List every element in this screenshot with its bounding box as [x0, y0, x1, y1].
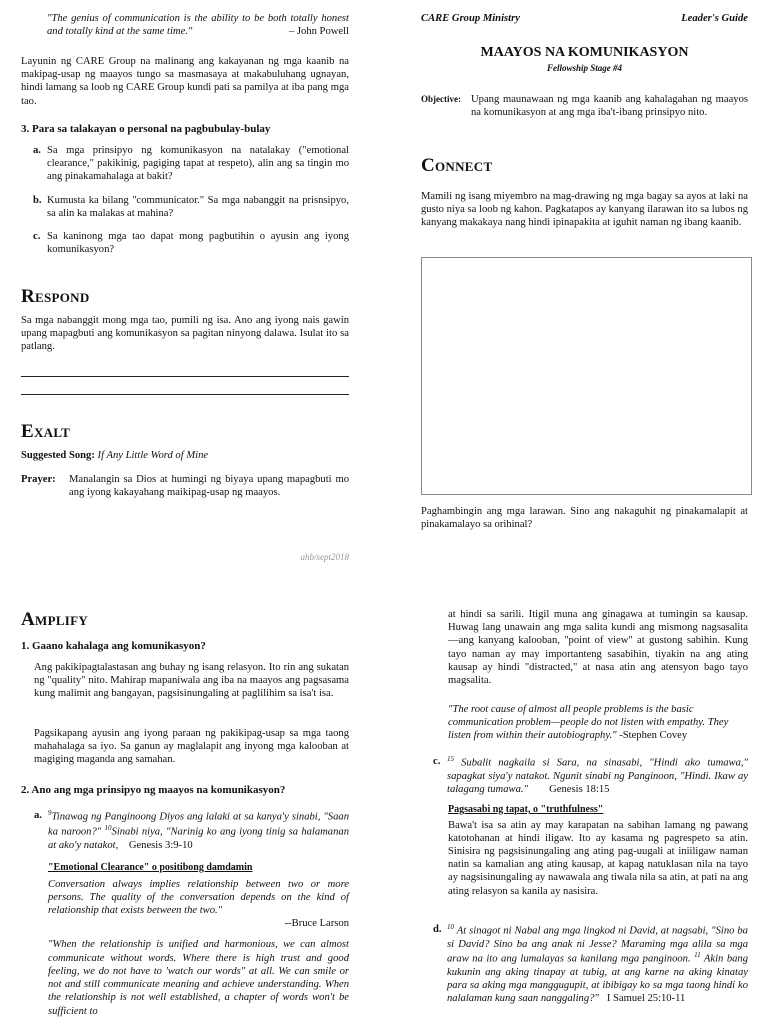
scripture-ref: Genesis 18:15: [549, 784, 610, 795]
question-1: 1. Gaano kahalaga ang komunikasyon?: [21, 640, 206, 652]
ec-quote: Conversation always implies relationship between two or more persons. The quality of the conversation depends on the kind of relationship that exists between the two.": [48, 878, 349, 916]
opening-quote: "The genius of communication is the ability to be both totally honest and totally kind at the same time." – John Powell: [47, 13, 349, 38]
respond-text: Sa mga nabanggit mong mga tao, pumili ng isa. Ano ang iyong nais gawin upang mapagbuti ang komunikasyon sa pagitan ninyong dalawa. Isulat ito sa patlang.: [21, 315, 349, 353]
exalt-heading: Exalt: [21, 421, 71, 442]
principle-d: d. $^{10}$ At sinagot ni Nabal ang mga lingkod ni David, at nagsabi, "Sino ba si David? Sino ba ang anak ni Jesse? Maraming mga alila sa mga araw na ito ang lumalayas sa kanilang mga panginoon. $^{11}$ Akin bang kukunin ang aking tinapay at tubig, at ang karne na aking kinatay para sa aking mga manggugupit, at ibibigay ko sa mga taong hindi ko nalalaman kung saan nanggaling?" I Samuel 25:10-11: [433, 923, 749, 1005]
ec-author: --Bruce Larson: [284, 918, 349, 930]
truth-title: Pagsasabi ng tapat, o "truthfulness": [448, 804, 604, 815]
list-item: b. Kumusta ka bilang "communicator." Sa mga nabanggit na prisnsipyo, sa alin ka malakas at mahina?: [33, 194, 349, 219]
scripture-ref: I Samuel 25:10-11: [606, 993, 686, 1005]
page-title: MAAYOS NA KOMUNIKASYON: [480, 45, 689, 60]
compare-text: Paghambingin ang mga larawan. Sino ang nakaguhit ng pinakamalapit at pinakamalayo sa orihinal?: [421, 506, 748, 531]
connect-heading: Connect: [421, 155, 493, 176]
connect-text: Mamili ng isang miyembro na mag-drawing ng mga bagay sa ayos at laki na gusto niya sa loob ng kahon. Pagkatapos ay kanyang ilarawan ito sa lubos ng kanyang makakaya nang hindi ipinapakita at iguhit naman ng ibang kaanib.: [421, 191, 748, 229]
scripture-c: $^{15}$ Subalit nagkaila si Sara, na sinasabi, "Hindi ako tumawa," sapagkat siya'y natakot. Ngunit sinabi ng Panginoon, "Hindi. Ikaw ay talagang tumawa." Genesis 18:15: [447, 755, 748, 795]
quote-author: – John Powell: [288, 26, 349, 38]
objective: Objective: Upang maunawaan ng mga kaanib ang kahalagahan ng maayos na komunikasyon at ang mga iba't-ibang prinsipyo nito.: [421, 94, 748, 119]
covey-quote-block: [448, 703, 748, 743]
principle-a: a. $^9$Tinawag ng Panginoong Diyos ang lalaki at sa kanya'y sinabi, "Saan ka naroon?" $^{10}$Sinabi niya, "Narinig ko ang iyong tinig sa halamanan at ako'y natakot, Genesis 3:9-10: [34, 809, 349, 851]
question-2: 2. Ano ang mga prinsipyo ng maayos na komunikasyon?: [21, 784, 286, 796]
suggested-song: Suggested Song: If Any Little Word of Mine: [21, 450, 209, 461]
paragraph-1: Ang pakikipagtalastasan ang buhay ng isang relasyon. Ito rin ang sukatan ng "quality" nito. Mahirap mapaniwala ang iba na maayos ang pagsasama kung malimit ang bangayan, pagsisinungaling at paglilihim sa isa't isa.: [34, 662, 349, 700]
truth-text: Bawa't isa sa atin ay may karapatan na sabihan lamang ng pawang katotohanan at hindi iligaw. Ito ay kasama ng pagrespeto sa atin. Sinisira ng pagsisinungaling ang ating pag-uugali at iniiligaw naman natin sa kamalian ang ating kausap, at kapag natuklasan nila na tayo ay nagsisinungaling ay nawawala ang tiwala nila sa atin, at pati na ang ating relasyon sa kanila ay nasisira.: [448, 819, 748, 897]
ministry-label: CARE Group Ministry: [421, 13, 520, 24]
truthfulness: [448, 804, 748, 898]
emotional-clearance: [48, 862, 349, 1018]
amplify-heading: Amplify: [21, 609, 89, 630]
ec-title: "Emotional Clearance" o positibong damdamin: [48, 862, 253, 873]
list-item: c. Sa kaninong mga tao dapat mong pagbutihin o ayusin ang iyong komunikasyon?: [33, 231, 349, 256]
scripture-ref: Genesis 3:9-10: [128, 839, 193, 851]
continued-text: at hindi sa sarili. Itigil muna ang ginagawa at tumingin sa kausap. Huwag lang unawain ang mga salita kundi ang mismong nagsasalita—ang kanyang kalooban, "point of view" at gustong sabihin. Kung tayo naman ay may importanteng sasabihin, tiyakin na ang ating kausap ay hindi "distracted," at nasa atin ang atensyon bago tayo magsalita.: [448, 609, 748, 687]
answer-line-2[interactable]: [21, 394, 349, 395]
intro-paragraph: Layunin ng CARE Group na malinang ang kakayanan ng mga kaanib na makipag-usap ng maayos tungo sa masmasaya at makabuluhang ugnayan, hindi lamang sa loob ng CARE Group kundi pati sa pamilya at iba pang mga tao.: [21, 56, 349, 107]
stage-label: Fellowship Stage #4: [546, 63, 622, 73]
ec-quote-2: "When the relationship is unified and harmonious, we can almost communicate without words. Where there is high trust and good feeling, we do not have to 'watch our words" at all. We can smile or not and still communicate meaning and achieve understanding. When the relationship is not well established, a chapter of words won't be sufficient to: [48, 939, 349, 1017]
scripture-a: $^9$Tinawag ng Panginoong Diyos ang lalaki at sa kanya'y sinabi, "Saan ka naroon?" $^{10}$Sinabi niya, "Narinig ko ang iyong tinig sa halamanan at ako'y natakot, Genesis 3:9-10: [48, 809, 349, 851]
respond-heading: Respond: [21, 286, 90, 307]
covey-quote: "The root cause of almost all people problems is the basic communication problem—people do not listen with empathy. They listen from within their autobiography.": [448, 704, 729, 742]
paragraph-2: Pagsikapang ayusin ang iyong paraan ng pakikipag-usap sa mga taong mahahalaga sa iyo. Sa ganun ay maglalapit ang inyong mga kalooban at magiging maganda ang samahan.: [34, 728, 349, 766]
guide-label: Leader's Guide: [681, 13, 748, 24]
scripture-d: $^{10}$ At sinagot ni Nabal ang mga lingkod ni David, at nagsabi, "Sino ba si David? Sino ba ang anak ni Jesse? Maraming mga alila sa mga araw na ito ang lumalayas sa kanilang mga panginoon. $^{11}$ Akin bang kukunin ang aking tinapay at tubig, at ang karne na aking kinatay para sa aking mga manggugupit, at ibibigay ko sa mga taong hindi ko nalalaman kung saan nanggaling?" I Samuel 25:10-11: [447, 923, 749, 1005]
prayer: Prayer: Manalangin sa Dios at humingi ng biyaya upang mapagbuti mo ang iyong kakayahang maikipag-usap ng maayos.: [21, 474, 349, 499]
principle-c: c. $^{15}$ Subalit nagkaila si Sara, na sinasabi, "Hindi ako tumawa," sapagkat siya'y natakot. Ngunit sinabi ng Panginoon, "Hindi. Ikaw ay talagang tumawa." Genesis 18:15: [433, 755, 748, 795]
list-item: a. Sa mga prinsipyo ng komunikasyon na natalakay ("emotional clearance," pakikinig, pagiging tapat at respeto), alin ang sa tingin mo ang pinakamahalaga at bakit?: [33, 145, 349, 183]
footer-code: ahb/sept2018: [300, 552, 349, 562]
covey-author: -Stephen Covey: [619, 730, 688, 742]
discussion-list: [33, 144, 349, 257]
answer-line-1[interactable]: [21, 376, 349, 377]
drawing-box[interactable]: [421, 257, 752, 495]
section3-title: 3. Para sa talakayan o personal na pagbubulay-bulay: [21, 123, 271, 135]
